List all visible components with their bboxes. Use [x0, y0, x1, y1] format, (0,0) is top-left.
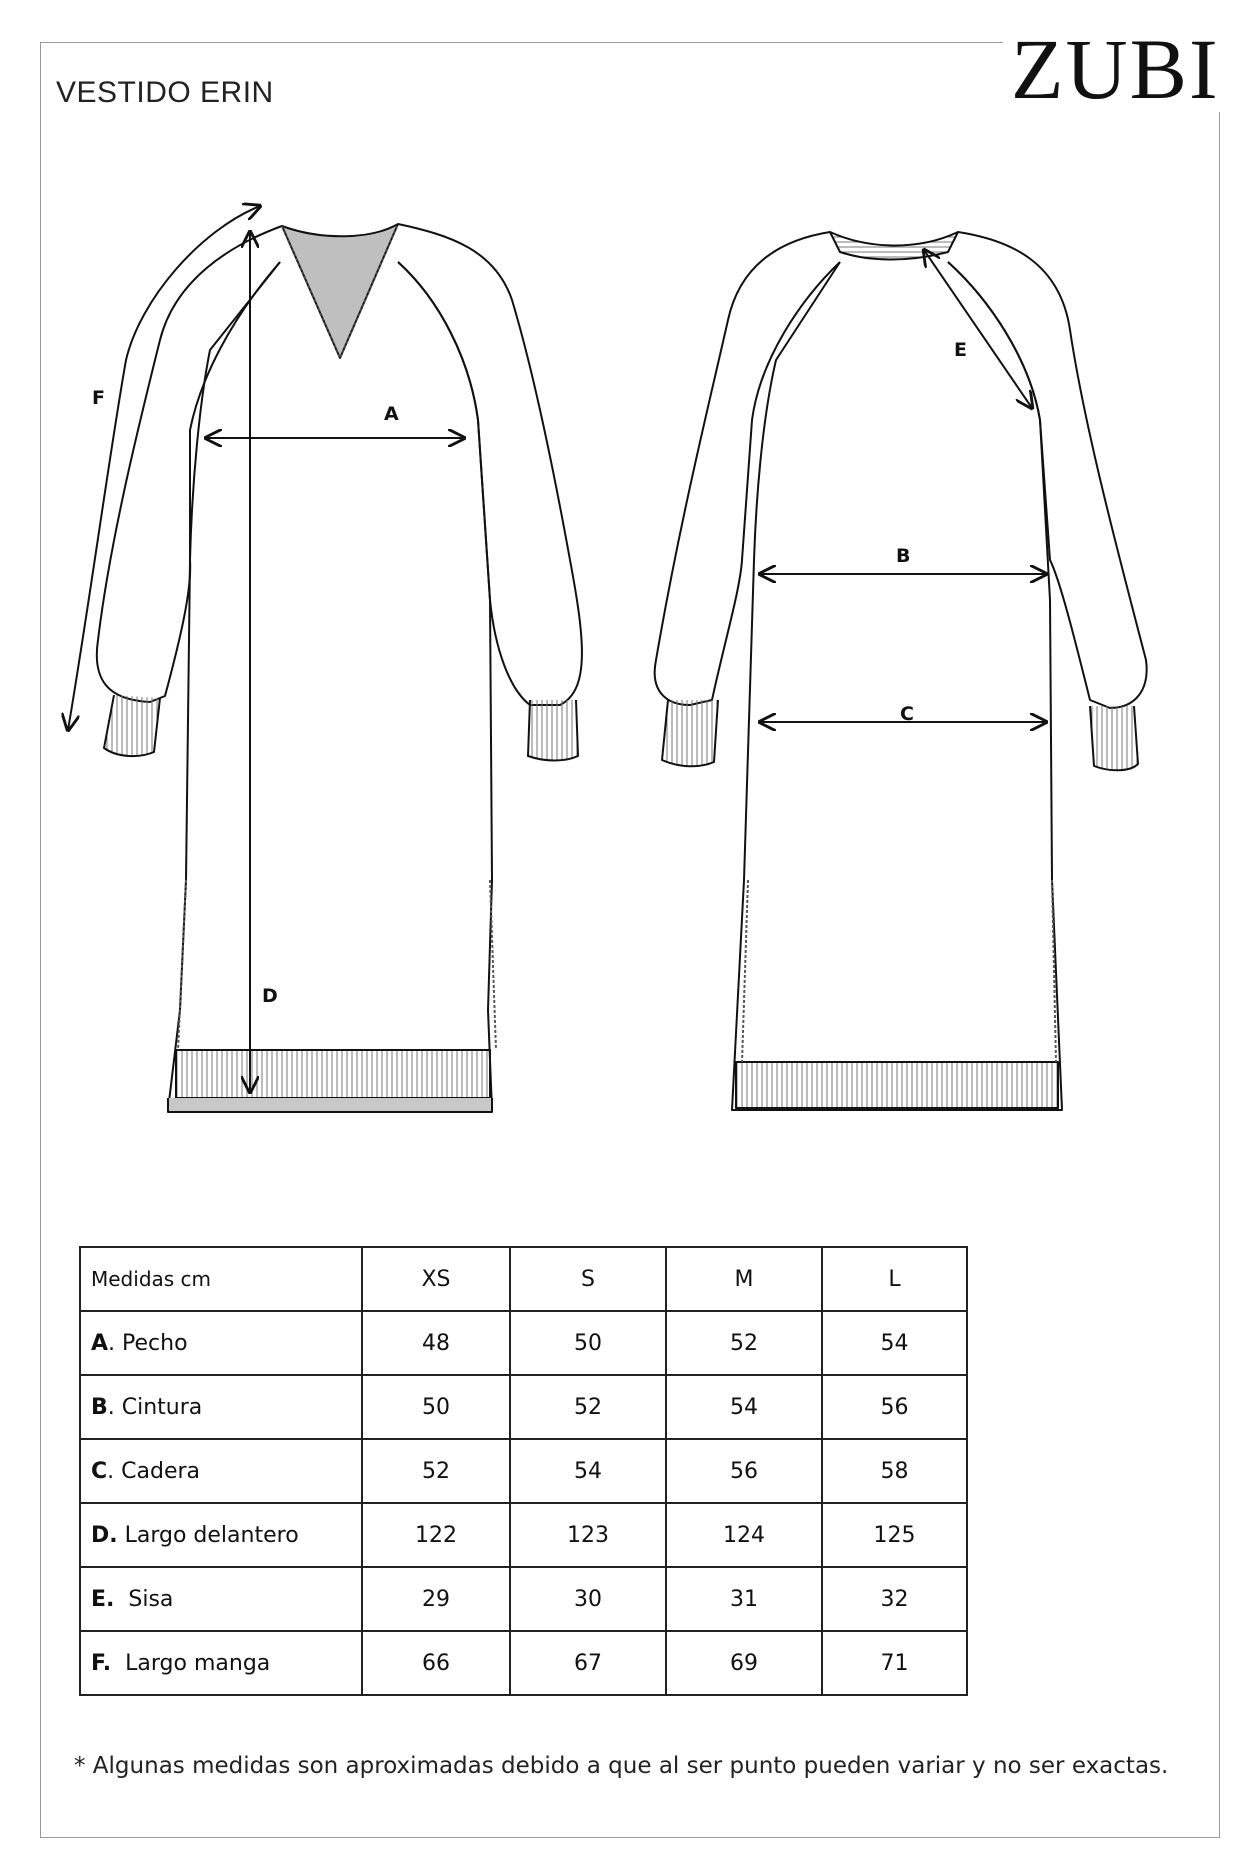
cell: 29 [362, 1567, 510, 1631]
cell: 52 [666, 1311, 822, 1375]
cell: 54 [510, 1439, 666, 1503]
measure-arrows [68, 206, 1046, 1092]
label-c: C [900, 703, 914, 725]
cell: 122 [362, 1503, 510, 1567]
cell: 30 [510, 1567, 666, 1631]
row-name: . Cadera [107, 1458, 201, 1484]
cell: 67 [510, 1631, 666, 1695]
footnote: * Algunas medidas son aproximadas debido a que al ser punto pueden variar y no ser exactas. [74, 1753, 1169, 1779]
front-view [97, 224, 582, 1112]
row-letter: F. [91, 1650, 112, 1676]
row-letter: E. [91, 1586, 115, 1612]
row-label [80, 1503, 362, 1567]
cell: 32 [822, 1567, 967, 1631]
cell: 71 [822, 1631, 967, 1695]
row-letter: B [91, 1394, 108, 1420]
row-name: Largo delantero [117, 1522, 299, 1548]
cell: 50 [362, 1375, 510, 1439]
size-m: M [666, 1247, 822, 1311]
cell: 31 [666, 1567, 822, 1631]
cell: 69 [666, 1631, 822, 1695]
label-d: D [262, 985, 278, 1007]
row-label [80, 1311, 362, 1375]
cell: 54 [666, 1375, 822, 1439]
cell: 52 [362, 1439, 510, 1503]
brand-logo: ZUBI [1003, 26, 1228, 112]
back-view [655, 232, 1147, 1110]
size-table [79, 1246, 968, 1696]
row-letter: A [91, 1330, 109, 1356]
table-row [80, 1375, 967, 1439]
table-row [80, 1567, 967, 1631]
cell: 66 [362, 1631, 510, 1695]
label-f: F [92, 387, 105, 409]
row-label [80, 1375, 362, 1439]
table-row [80, 1503, 967, 1567]
cell: 50 [510, 1311, 666, 1375]
row-label [80, 1631, 362, 1695]
cell: 52 [510, 1375, 666, 1439]
label-e: E [954, 339, 967, 361]
size-s: S [510, 1247, 666, 1311]
page-title: VESTIDO ERIN [56, 76, 274, 109]
table-row [80, 1439, 967, 1503]
size-l: L [822, 1247, 967, 1311]
cell: 125 [822, 1503, 967, 1567]
cell: 58 [822, 1439, 967, 1503]
size-xs: XS [362, 1247, 510, 1311]
row-letter: C [91, 1458, 108, 1484]
row-label [80, 1439, 362, 1503]
row-name: Largo manga [111, 1650, 271, 1676]
row-name: . Cintura [107, 1394, 203, 1420]
row-name: Sisa [114, 1586, 174, 1612]
cell: 54 [822, 1311, 967, 1375]
table-header-row [80, 1247, 967, 1311]
header-label: Medidas cm [80, 1247, 362, 1311]
table-row [80, 1631, 967, 1695]
row-label [80, 1567, 362, 1631]
label-a: A [384, 403, 399, 425]
table-row [80, 1311, 967, 1375]
cell: 48 [362, 1311, 510, 1375]
cell: 56 [822, 1375, 967, 1439]
cell: 123 [510, 1503, 666, 1567]
label-b: B [896, 545, 911, 567]
cell: 56 [666, 1439, 822, 1503]
row-name: . Pecho [108, 1330, 188, 1356]
cell: 124 [666, 1503, 822, 1567]
row-letter: D. [91, 1522, 118, 1548]
